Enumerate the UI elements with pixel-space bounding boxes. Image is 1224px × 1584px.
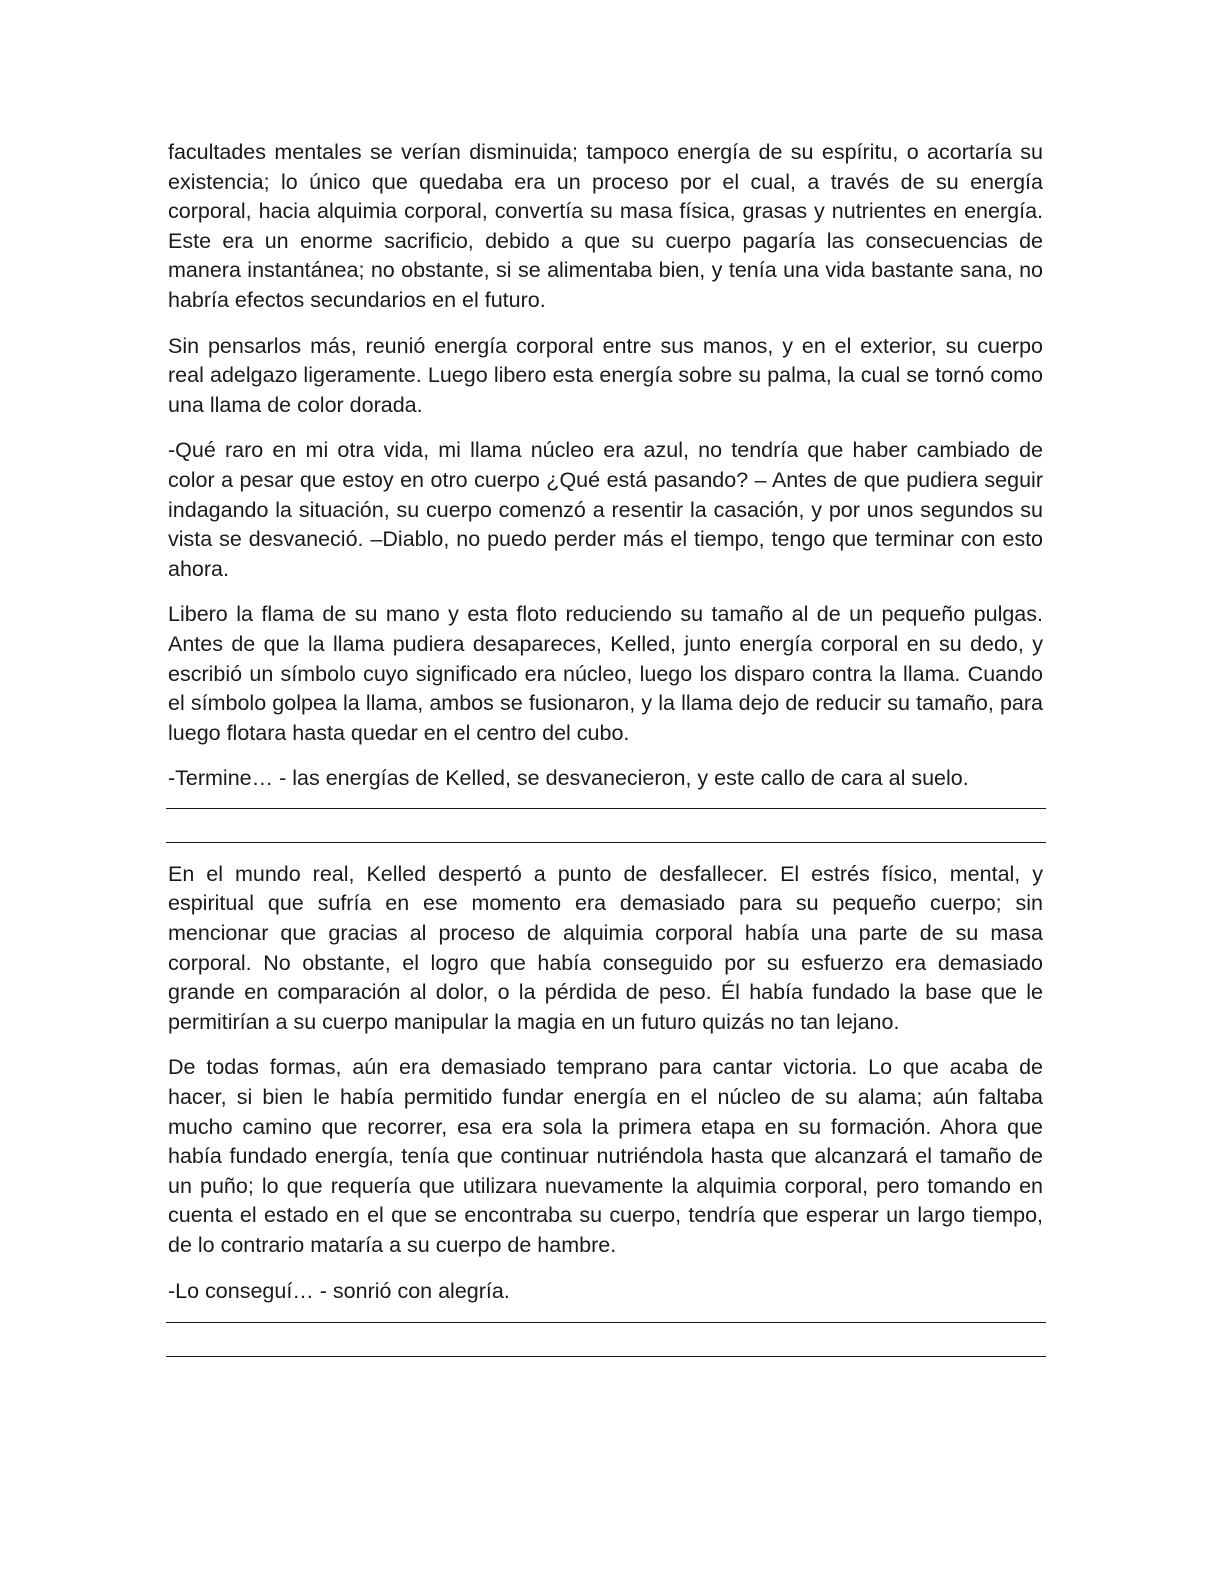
paragraph: Libero la flama de su mano y esta floto reduciendo su tamaño al de un pequeño pulgas. Antes de que la llama pudiera desapareces, Kelled, junto energía corporal en su dedo, y escribió un símbolo cuyo significado era núcleo, luego los disparo contra la llama. Cuando el símbolo golpea la llama, ambos se fusionaron, y la llama dejo de reducir su tamaño, para luego flotara hasta quedar en el centro del cubo. — [168, 602, 1043, 745]
paragraph: facultades mentales se verían disminuida; tampoco energía de su espíritu, o acortaría su existencia; lo único que quedaba era un proceso por el cual, a través de su energía corporal, hacia alquimia corporal, convertía su masa física, grasas y nutrientes en energía. Este era un enorme sacrificio, debido a que su cuerpo pagaría las consecuencias de manera instantánea; no obstante, si se alimentaba bien, y tenía una vida bastante sana, no habría efectos secundarios en el futuro. — [168, 140, 1043, 312]
paragraph: -Qué raro en mi otra vida, mi llama núcleo era azul, no tendría que haber cambiado de color a pesar que estoy en otro cuerpo ¿Qué está pasando? – Antes de que pudiera seguir indagando la situación, su cuerpo comenzó a resentir la casación, y por unos segundos su vista se desvaneció. –Diablo, no puedo perder más el tiempo, tengo que terminar con esto ahora. — [168, 438, 1043, 581]
section-divider-line — [166, 1322, 1046, 1323]
document-page — [168, 138, 1043, 1374]
paragraph: En el mundo real, Kelled despertó a punto de desfallecer. El estrés físico, mental, y espiritual que sufría en ese momento era demasiado para su pequeño cuerpo; sin mencionar que gracias al proceso de alquimia corporal había una parte de su masa corporal. No obstante, el logro que había conseguido por su esfuerzo era demasiado grande en comparación al dolor, o la pérdida de peso. Él había fundado la base que le permitirían a su cuerpo manipular la magia en un futuro quizás no tan lejano. — [168, 861, 1043, 1034]
paragraph: De todas formas, aún era demasiado temprano para cantar victoria. Lo que acaba de hacer, si bien le había permitido fundar energía en el núcleo de su alama; aún faltaba mucho camino que recorrer, esa era sola la primera etapa en su formación. Ahora que había fundado energía, tenía que continuar nutriéndola hasta que alcanzará el tamaño de un puño; lo que requería que utilizara nuevamente la alquimia corporal, pero tomando en cuenta el estado en el que se encontraba su cuerpo, tendría que esperar un largo tiempo, de lo contrario mataría a su cuerpo de hambre. — [168, 1055, 1043, 1257]
paragraph: Sin pensarlos más, reunió energía corporal entre sus manos, y en el exterior, su cuerpo real adelgazo ligeramente. Luego libero esta energía sobre su palma, la cual se tornó como una llama de color dorada. — [168, 333, 1043, 417]
paragraph: -Lo conseguí… - sonrió con alegría. — [168, 1278, 510, 1303]
paragraph: -Termine… - las energías de Kelled, se desvanecieron, y este callo de cara al suelo. — [168, 766, 969, 791]
section-divider-line — [166, 808, 1046, 809]
section-divider-line — [166, 1356, 1046, 1357]
section-divider-line — [166, 842, 1046, 843]
